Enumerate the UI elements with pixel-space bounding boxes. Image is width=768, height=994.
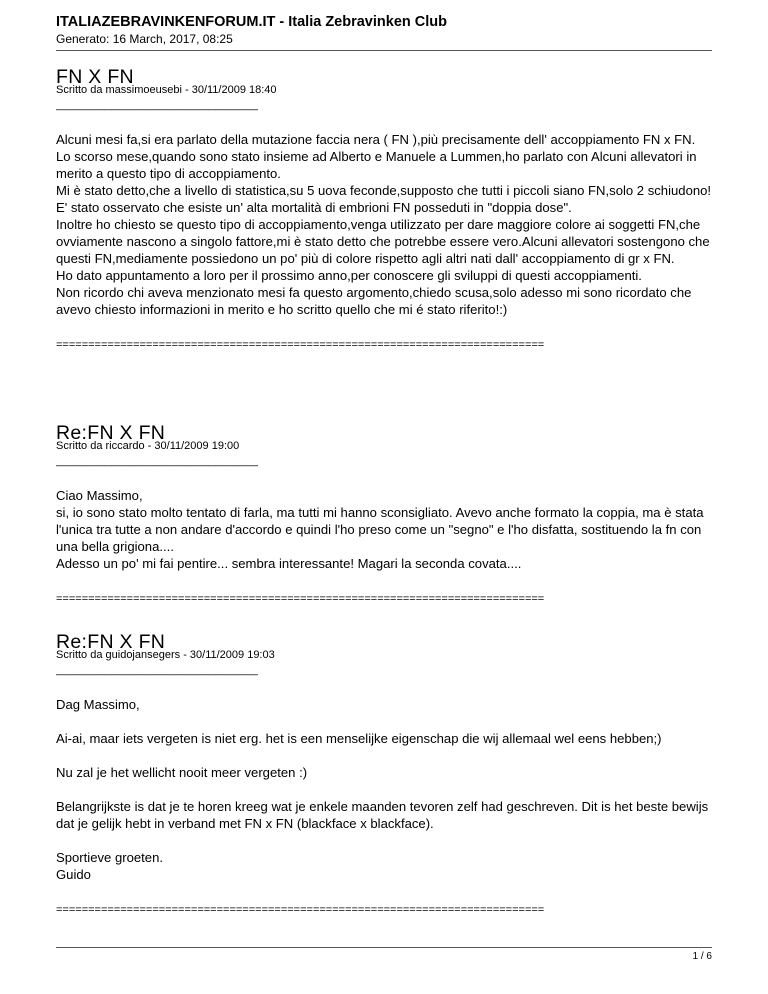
page-number: 1 / 6	[692, 951, 712, 962]
post-paragraph: Lo scorso mese,quando sono stato insieme ad Alberto e Manuele a Lummen,ho parlato con Alcuni allevatori in merito a questo tipo di accoppiamento.	[56, 149, 697, 181]
post-paragraph: Non ricordo chi aveva menzionato mesi fa questo argomento,chiedo scusa,solo adesso mi sono ricordato che avevo chiesto informazioni in merito e ho scritto quello che mi é stato riferito!:)	[56, 285, 692, 317]
header-divider	[56, 50, 712, 51]
post-paragraph: Guido	[56, 867, 91, 882]
post-paragraph: Belangrijkste is dat je te horen kreeg wat je enkele maanden tevoren zelf had geschreven. Dit is het beste bewijs dat je gelijk hebt in verband met FN x FN (blackface x blackface).	[56, 799, 709, 831]
post-separator: ============================================================================	[56, 904, 545, 916]
title-underline: _________________________________	[56, 455, 258, 467]
post-separator: ============================================================================	[56, 339, 545, 351]
title-underline: _________________________________	[56, 99, 258, 111]
post-paragraph: Ai-ai, maar iets vergeten is niet erg. het is een menselijke eigenschap die wij allemaal wel eens hebben;)	[56, 731, 662, 746]
post-paragraph: Ciao Massimo,	[56, 488, 143, 503]
post-paragraph: Inoltre ho chiesto se questo tipo di accoppiamento,venga utilizzato per dare maggiore colore ai soggetti FN,che ovviamente nascono a singolo fattore,mi è stato detto che potrebbe essere vero.Alcuni allevatori sostengono che questi FN,mediamente possiedono un po' più di colore rispetto agli altri nati dall' accoppiamento di gr x FN.	[56, 217, 710, 266]
generated-timestamp: Generato: 16 March, 2017, 08:25	[56, 32, 233, 46]
post-title: Re:FN X FN	[56, 422, 166, 444]
post-paragraph: Ho dato appuntamento a loro per il prossimo anno,per conoscere gli sviluppi di questi accoppiamenti.	[56, 268, 642, 283]
post-paragraph: Alcuni mesi fa,si era parlato della mutazione faccia nera ( FN ),più precisamente dell' accoppiamento FN x FN.	[56, 132, 696, 147]
post-body	[56, 696, 716, 883]
footer-divider	[56, 947, 712, 948]
post-3	[56, 632, 716, 916]
site-title: ITALIAZEBRAVINKENFORUM.IT - Italia Zebravinken Club	[56, 14, 447, 30]
post-title: Re:FN X FN	[56, 631, 166, 653]
post-meta: Scritto da guidojansegers - 30/11/2009 19:03	[56, 649, 275, 661]
post-meta: Scritto da riccardo - 30/11/2009 19:00	[56, 440, 240, 452]
post-paragraph: Mi è stato detto,che a livello di statistica,su 5 uova feconde,supposto che tutti i piccoli siano FN,solo 2 schiudono!	[56, 183, 712, 198]
post-body	[56, 487, 716, 572]
post-body	[56, 131, 716, 318]
title-underline: _________________________________	[56, 664, 258, 676]
post-paragraph: E' stato osservato che esiste un' alta mortalità di embrioni FN posseduti in "doppia dose".	[56, 200, 572, 215]
post-separator: ============================================================================	[56, 593, 545, 605]
post-2	[56, 423, 716, 605]
post-paragraph: Dag Massimo,	[56, 697, 140, 712]
post-paragraph: si, io sono stato molto tentato di farla, ma tutti mi hanno sconsigliato. Avevo anche formato la coppia, ma è stata l'unica tra tutte a non andare d'accordo e quindi l'ho preso come un "segno" e l'ho disfatta, sostituendo la fn con una bella grigiona....	[56, 505, 704, 554]
post-meta: Scritto da massimoeusebi - 30/11/2009 18:40	[56, 84, 277, 96]
post-paragraph: Nu zal je het wellicht nooit meer vergeten :)	[56, 765, 308, 780]
post-title: FN X FN	[56, 66, 134, 88]
post-paragraph: Sportieve groeten.	[56, 850, 164, 865]
post-paragraph: Adesso un po' mi fai pentire... sembra interessante! Magari la seconda covata....	[56, 556, 522, 571]
post-1	[56, 67, 716, 351]
page-header	[56, 14, 712, 47]
